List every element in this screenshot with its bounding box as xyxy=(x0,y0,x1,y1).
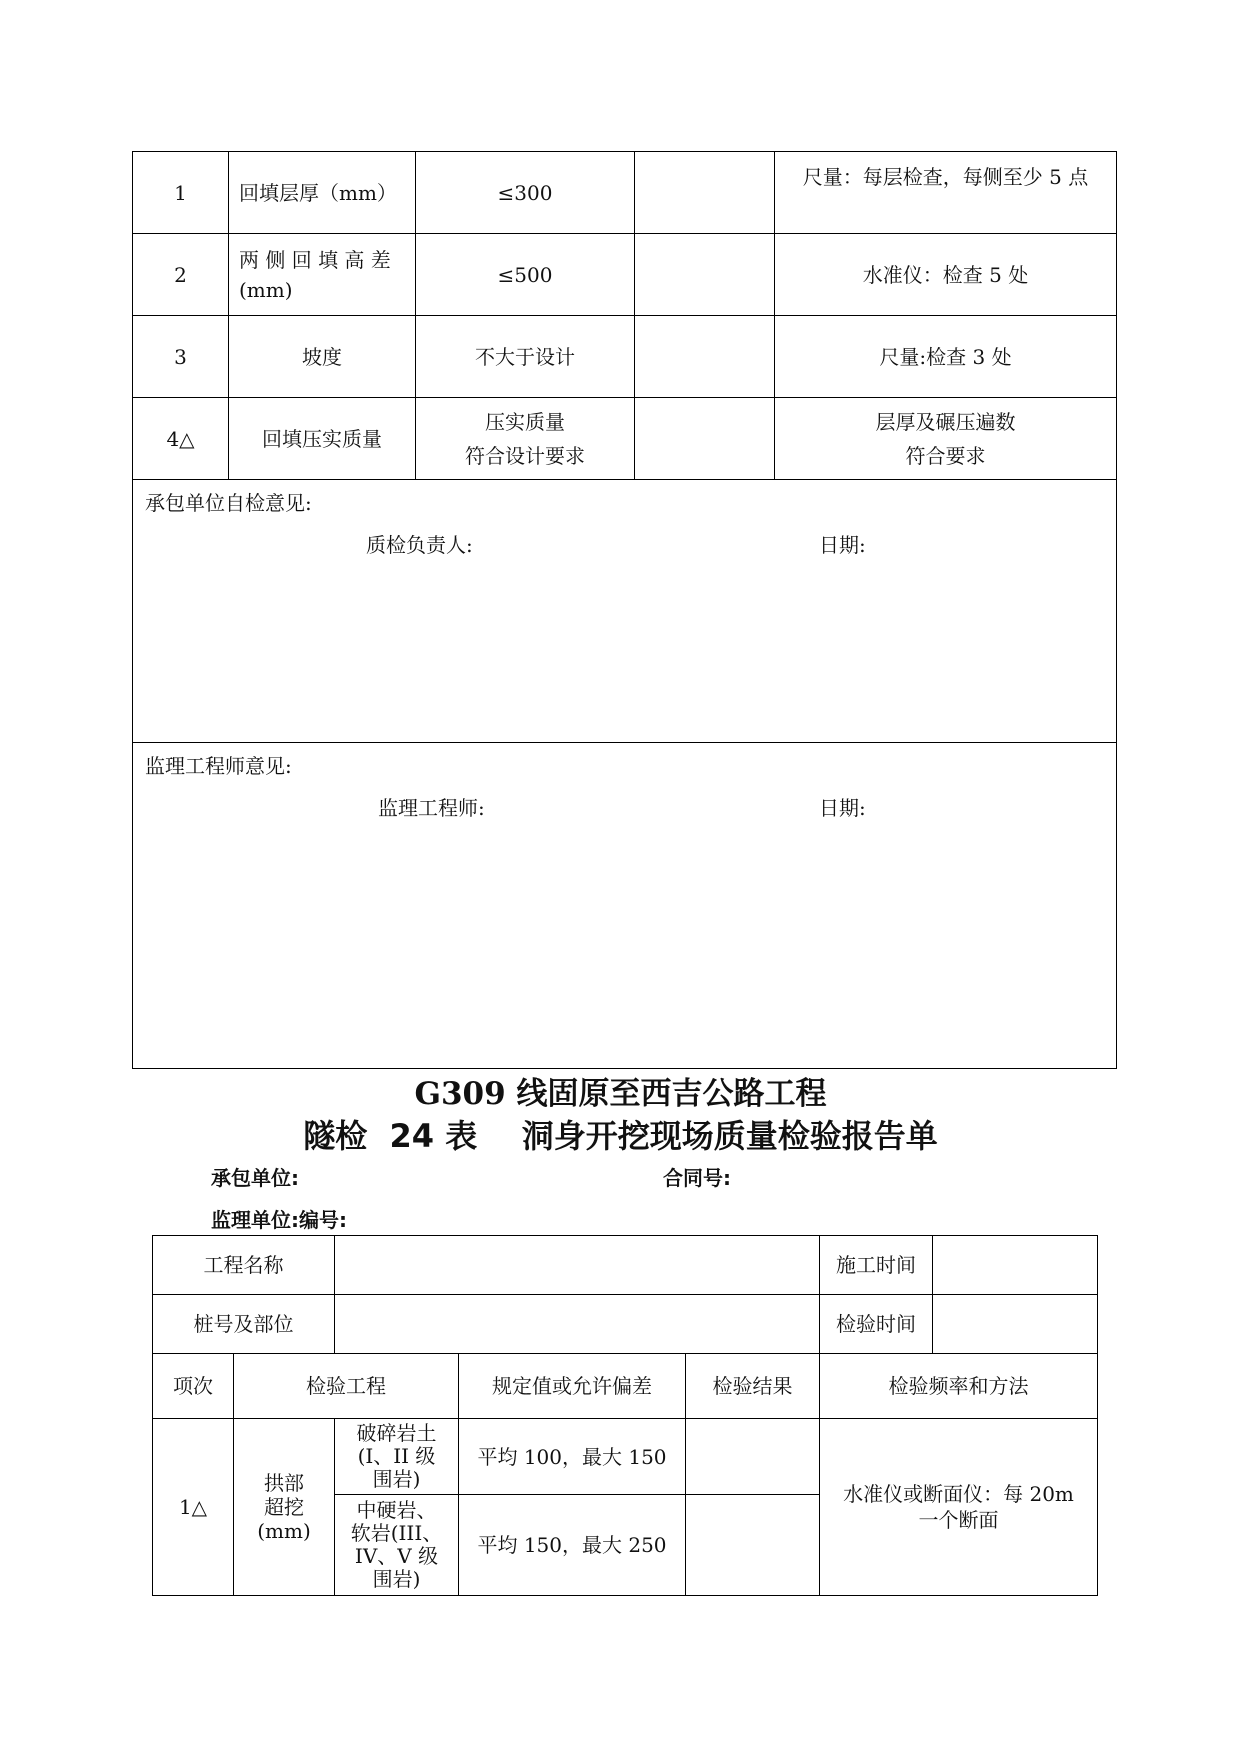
item-name: 回填层厚（mm） xyxy=(229,152,416,234)
spec-value: 平均 100，最大 150 xyxy=(459,1419,686,1495)
col-header-no: 项次 xyxy=(153,1354,234,1419)
form-subtitle: 隧检 24 表 洞身开挖现场质量检验报告单 xyxy=(303,1117,938,1155)
supervising-engineer-label: 监理工程师: xyxy=(378,796,485,820)
rock-class-line: (I、II 级 xyxy=(357,1444,436,1468)
supervisor-opinion-label: 监理工程师意见: xyxy=(145,754,292,778)
col-header-result: 检验结果 xyxy=(686,1354,820,1419)
result-cell[interactable] xyxy=(686,1419,820,1495)
col-header-spec: 规定值或允许偏差 xyxy=(459,1354,686,1419)
result-cell[interactable] xyxy=(635,234,775,316)
method-text xyxy=(820,1419,1098,1596)
item-line: 拱部 xyxy=(264,1471,304,1495)
row-no: 3 xyxy=(133,316,229,398)
excavation-inspection-table xyxy=(152,1235,1098,1596)
contract-no-label: 合同号: xyxy=(663,1166,731,1190)
method-text: 水准仪：检查 5 处 xyxy=(775,234,1117,316)
supervisor-opinion-row xyxy=(133,743,1117,1069)
result-cell[interactable] xyxy=(635,398,775,480)
header-row xyxy=(153,1354,1098,1419)
rock-class-line: IV、V 级 xyxy=(354,1544,439,1568)
rock-class-line: 围岩) xyxy=(372,1567,421,1591)
row-no: 4△ xyxy=(133,398,229,480)
col-header-method: 检验频率和方法 xyxy=(820,1354,1098,1419)
station-field[interactable] xyxy=(335,1295,820,1354)
item-line: (mm) xyxy=(239,277,293,302)
spec-value: ≤500 xyxy=(416,234,635,316)
inspection-time-label: 检验时间 xyxy=(820,1295,933,1354)
item-line: 两 侧 回 填 高 差 xyxy=(239,247,391,272)
result-cell[interactable] xyxy=(686,1495,820,1596)
rock-class-label xyxy=(335,1495,459,1596)
project-title: G309 线固原至西吉公路工程 xyxy=(414,1076,827,1112)
spec-value: 平均 150，最大 250 xyxy=(459,1495,686,1596)
contractor-label: 承包单位: xyxy=(211,1166,299,1190)
col-header-item: 检验工程 xyxy=(234,1354,459,1419)
supervisor-no-label: 监理单位:编号: xyxy=(211,1208,347,1232)
rock-class-label xyxy=(335,1419,459,1495)
supervisor-opinion-cell[interactable] xyxy=(133,743,1117,1069)
spec-value xyxy=(416,398,635,480)
method-line: 一个断面 xyxy=(918,1508,999,1532)
table-row xyxy=(133,398,1117,480)
row-no: 2 xyxy=(133,234,229,316)
contractor-opinion-label: 承包单位自检意见: xyxy=(145,491,312,515)
rock-class-line: 中硬岩、 xyxy=(356,1498,437,1522)
spec-line: 符合设计要求 xyxy=(465,443,585,468)
project-name-label: 工程名称 xyxy=(153,1236,335,1295)
table-row xyxy=(153,1236,1098,1295)
item-name: 坡度 xyxy=(229,316,416,398)
rock-class-line: 围岩) xyxy=(372,1467,421,1491)
inspection-time-field[interactable] xyxy=(933,1295,1098,1354)
method-line: 符合要求 xyxy=(905,443,986,468)
quality-inspector-label: 质检负责人: xyxy=(366,533,473,557)
spec-value: ≤300 xyxy=(416,152,635,234)
spec-line: 压实质量 xyxy=(485,409,565,434)
method-text: 尺量：每层检查，每侧至少 5 点 xyxy=(775,152,1117,234)
row-no: 1 xyxy=(133,152,229,234)
project-name-field[interactable] xyxy=(335,1236,820,1295)
row-no: 1△ xyxy=(153,1419,234,1596)
table-row xyxy=(133,316,1117,398)
date-label: 日期: xyxy=(819,533,866,557)
table-row xyxy=(153,1295,1098,1354)
table-row xyxy=(133,152,1117,234)
contractor-opinion-row xyxy=(133,480,1117,743)
table-row xyxy=(153,1419,1098,1495)
item-name: 回填压实质量 xyxy=(229,398,416,480)
table-row xyxy=(133,234,1117,316)
item-name xyxy=(234,1419,335,1596)
spec-value: 不大于设计 xyxy=(416,316,635,398)
rock-class-line: 破碎岩土 xyxy=(356,1421,437,1445)
construction-time-label: 施工时间 xyxy=(820,1236,933,1295)
result-cell[interactable] xyxy=(635,316,775,398)
method-line: 层厚及碾压遍数 xyxy=(875,409,1016,434)
item-name xyxy=(229,234,416,316)
item-line: 超挖 xyxy=(264,1495,304,1519)
method-line: 水准仪或断面仪：每 20m xyxy=(843,1482,1074,1506)
method-text xyxy=(775,398,1117,480)
rock-class-line: 软岩(III、 xyxy=(350,1521,443,1545)
result-cell[interactable] xyxy=(635,152,775,234)
construction-time-field[interactable] xyxy=(933,1236,1098,1295)
method-text: 尺量:检查 3 处 xyxy=(775,316,1117,398)
upper-inspection-table xyxy=(132,151,1117,1069)
contractor-opinion-cell[interactable] xyxy=(133,480,1117,743)
item-line: (mm) xyxy=(257,1519,311,1543)
date-label: 日期: xyxy=(819,796,866,820)
station-label: 桩号及部位 xyxy=(153,1295,335,1354)
